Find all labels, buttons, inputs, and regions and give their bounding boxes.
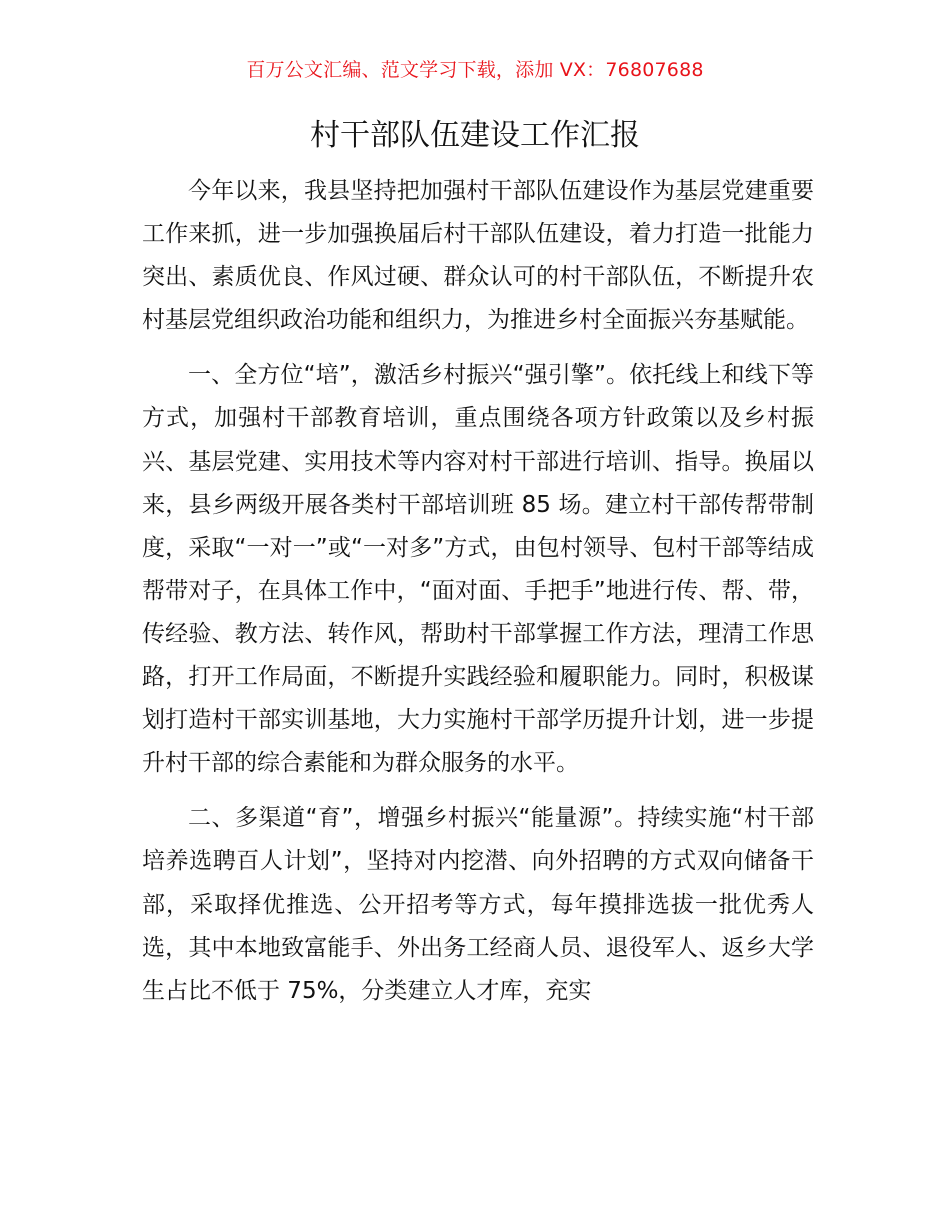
document-title: 村干部队伍建设工作汇报	[310, 118, 640, 153]
section-2-paragraph: 二、多渠道“育”，增强乡村振兴“能量源”。持续实施“村干部培养选聘百人计划”，坚持对内挖潜、向外招聘的方式双向储备干部，采取择优推选、公开招考等方式，每年摸排选拔一批优秀人选，其中本地致富能手、外出务工经商人员、退役军人、返乡大学生占比不低于 75%，分类建立人才库，充实	[142, 805, 814, 1004]
section-1-paragraph: 一、全方位“培”，激活乡村振兴“强引擎”。依托线上和线下等方式，加强村干部教育培训，重点围绕各项方针政策以及乡村振兴、基层党建、实用技术等内容对村干部进行培训、指导。换届以来，县乡两级开展各类村干部培训班 85 场。建立村干部传帮带制度，采取“一对一”或“一对多”方式，由包村领导、包村干部等结成帮带对子，在具体工作中，“面对面、手把手”地进行传、帮、带，传经验、教方法、转作风，帮助村干部掌握工作方法，理清工作思路，打开工作局面，不断提升实践经验和履职能力。同时，积极谋划打造村干部实训基地，大力实施村干部学历提升计划，进一步提升村干部的综合素能和为群众服务的水平。	[142, 362, 814, 777]
intro-paragraph: 今年以来，我县坚持把加强村干部队伍建设作为基层党建重要工作来抓，进一步加强换届后村干部队伍建设，着力打造一批能力突出、素质优良、作风过硬、群众认可的村干部队伍，不断提升农村基层党组织政治功能和组织力，为推进乡村全面振兴夯基赋能。	[142, 178, 814, 334]
document-body	[142, 170, 814, 1025]
header-watermark-note: 百万公文汇编、范文学习下载，添加 VX：76807688	[246, 59, 704, 81]
